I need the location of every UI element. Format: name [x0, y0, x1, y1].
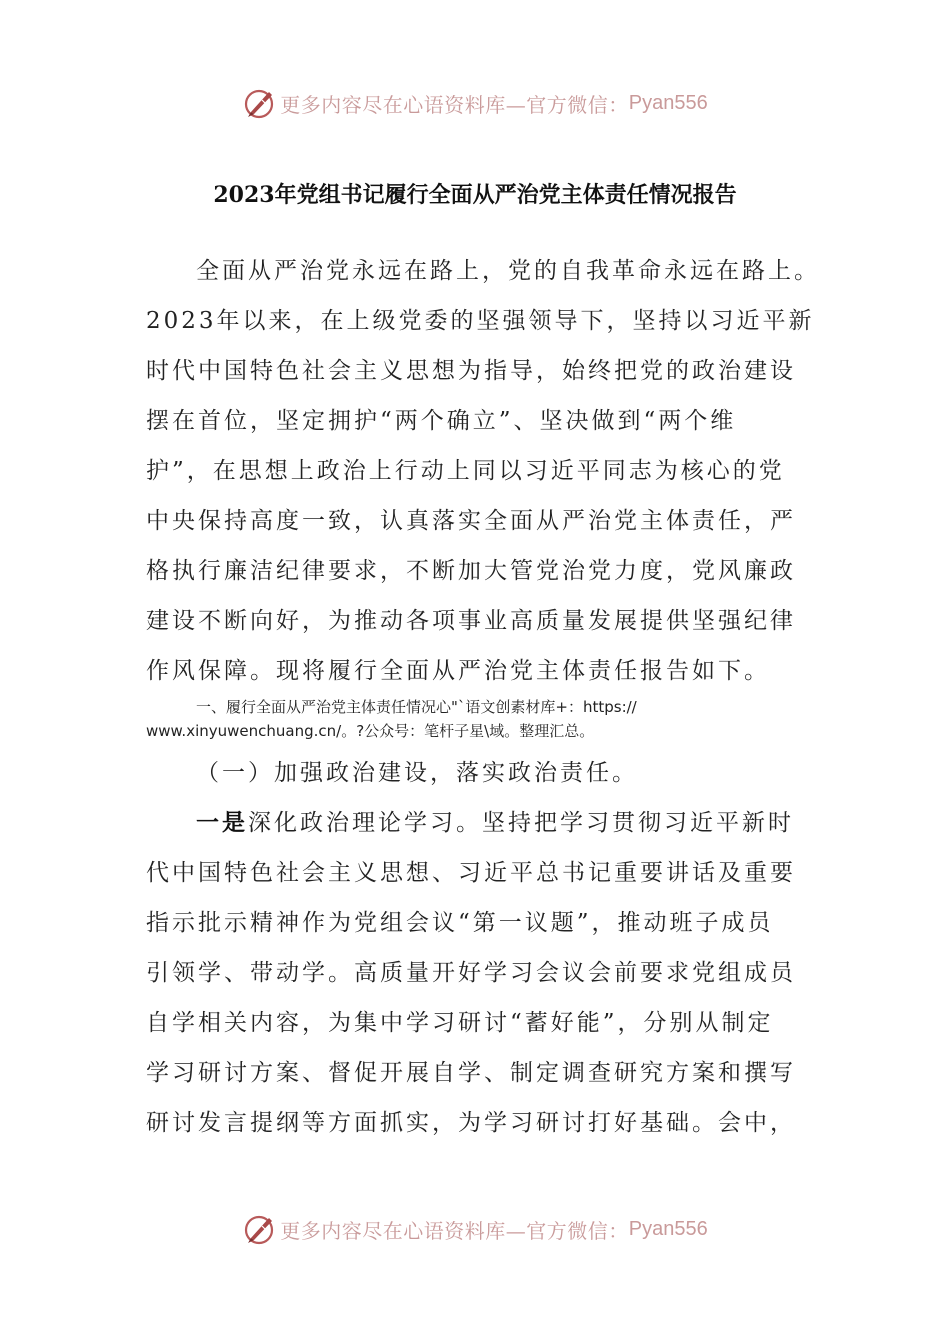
text-line	[196, 804, 794, 837]
text-line: 格执行廉洁纪律要求，不断加大管党治党力度，党风廉政	[146, 558, 796, 584]
text-line: 指示批示精神作为党组会议“第一议题”，推动班子成员	[146, 910, 774, 936]
section-heading-line: 一、履行全面从严治党主体责任情况心"`语文创素材库+：https://	[196, 698, 637, 716]
paragraph-lead: 一是	[196, 809, 248, 836]
quill-pen-logo-icon	[242, 85, 278, 121]
subsection-heading: （一）加强政治建设，落实政治责任。	[196, 760, 638, 786]
text-line: 护”，在思想上政治上行动上同以习近平同志为核心的党	[146, 458, 785, 484]
banner-wechat-id: Pyan556	[628, 1217, 708, 1240]
text-line: 研讨发言提纲等方面抓实，为学习研讨打好基础。会中，	[146, 1110, 796, 1136]
text-line: 全面从严治党永远在路上，党的自我革命永远在路上。	[196, 258, 820, 284]
text-line: 作风保障。现将履行全面从严治党主体责任报告如下。	[146, 658, 770, 684]
paragraph-first-line: 深化政治理论学习。坚持把学习贯彻习近平新时	[248, 810, 794, 836]
text-line: 自学相关内容，为集中学习研讨“蓄好能”，分别从制定	[146, 1010, 774, 1036]
banner-text: 更多内容尽在心语资料库—官方微信：	[280, 92, 629, 117]
quill-pen-logo-icon	[242, 1211, 278, 1247]
text-line: 学习研讨方案、督促开展自学、制定调查研究方案和撰写	[146, 1060, 796, 1086]
text-line: 2023年以来，在上级党委的坚强领导下，坚持以习近平新	[146, 308, 815, 334]
text-line: 引领学、带动学。高质量开好学习会议会前要求党组成员	[146, 960, 796, 986]
text-line: 时代中国特色社会主义思想为指导，始终把党的政治建设	[146, 358, 796, 384]
document-title: 2023年党组书记履行全面从严治党主体责任情况报告	[213, 182, 737, 208]
text-line: 代中国特色社会主义思想、习近平总书记重要讲话及重要	[146, 860, 796, 886]
watermark-banner-bottom	[0, 1206, 950, 1252]
text-line: 中央保持高度一致，认真落实全面从严治党主体责任，严	[146, 508, 796, 534]
section-heading-line: www.xinyuwenchuang.cn/。?公众号：笔杆子星\域。整理汇总。	[146, 722, 595, 740]
watermark-banner-top	[0, 80, 950, 126]
text-line: 摆在首位，坚定拥护“两个确立”、坚决做到“两个维	[146, 408, 737, 434]
text-line: 建设不断向好，为推动各项事业高质量发展提供坚强纪律	[146, 608, 796, 634]
banner-text: 更多内容尽在心语资料库—官方微信：	[280, 1218, 629, 1243]
banner-wechat-id: Pyan556	[628, 91, 708, 114]
